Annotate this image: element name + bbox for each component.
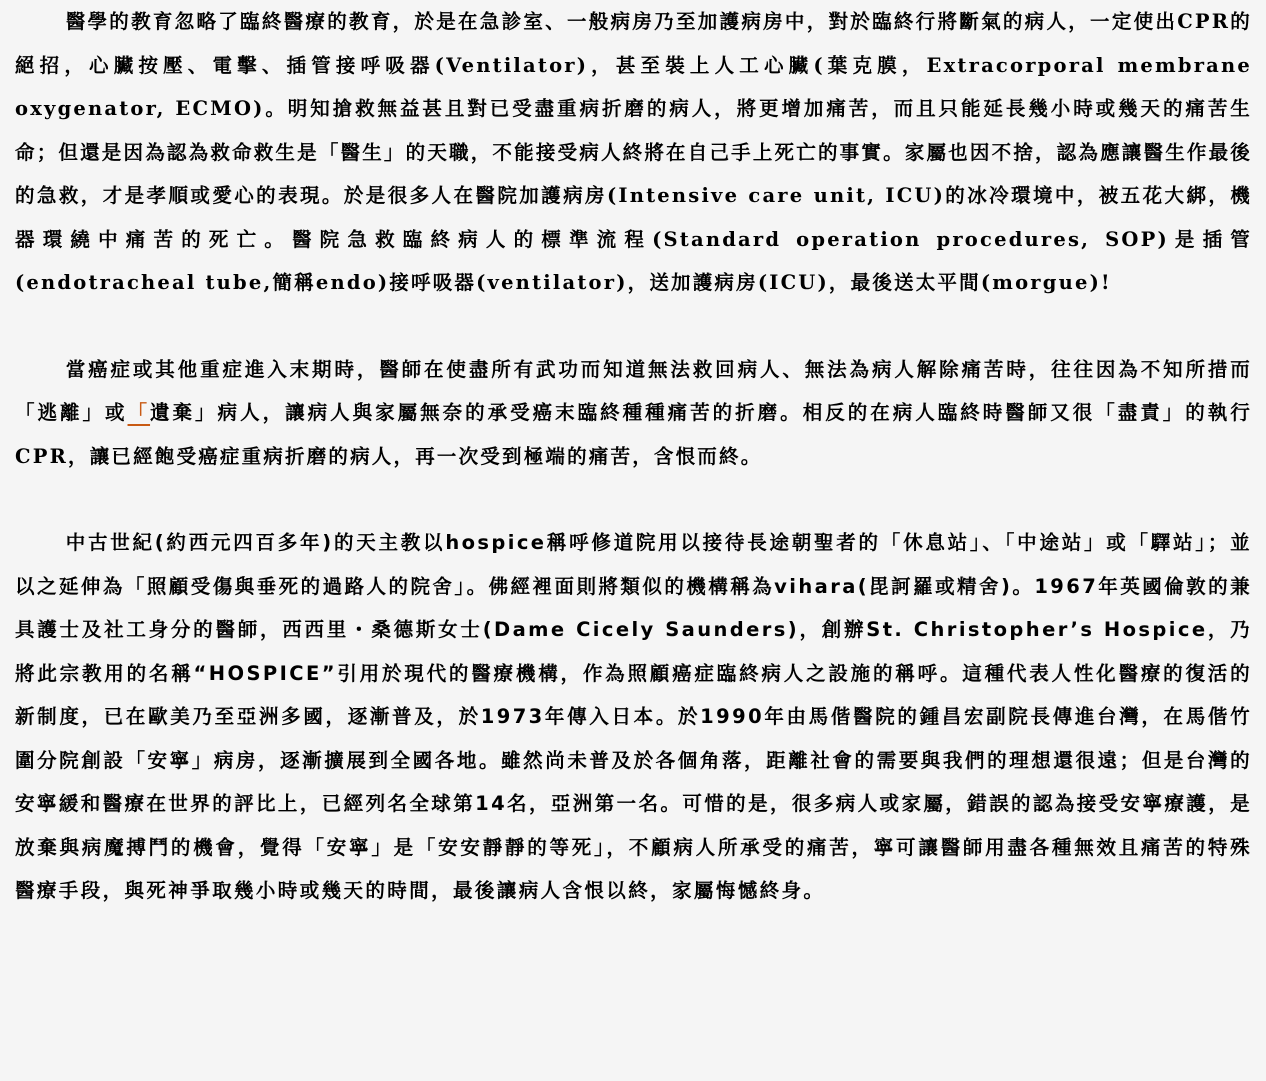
paragraph-terminal-care: [15, 348, 1252, 479]
paragraph-clinical-cpr: 醫學的教育忽略了臨終醫療的教育，於是在急診室、一般病房乃至加護病房中，對於臨終行將斷氣的病人，一定使出CPR的絕招，心臟按壓、電擊、插管接呼吸器(Ventilator)，甚至裝上人工心臟(葉克膜，Extracorporal membrane oxygenator, ECMO)。明知搶救無益甚且對已受盡重病折磨的病人，將更增加痛苦，而且只能延長幾小時或幾天的痛苦生命；但還是因為認為救命救生是「醫生」的天職，不能接受病人終將在自己手上死亡的事實。家屬也因不捨，認為應讓醫生作最後的急救，才是孝順或愛心的表現。於是很多人在醫院加護病房(Intensive care unit, ICU)的冰冷環境中，被五花大綁，機器環繞中痛苦的死亡。醫院急救臨終病人的標準流程(Standard operation procedures, SOP)是插管(endotracheal tube,簡稱endo)接呼吸器(ventilator)，送加護病房(ICU)，最後送太平間(morgue)!: [15, 10, 1252, 294]
paragraph-2-text-end: 遺棄」病人，讓病人與家屬無奈的承受癌末臨終種種痛苦的折磨。相反的在病人臨終時醫師又很「盡責」的執行CPR，讓已經飽受癌症重病折磨的病人，再一次受到極端的痛苦，含恨而終。: [15, 401, 1252, 468]
paragraph-2-text-start: 當癌症或其他重症進入末期時，醫師在使盡所有武功而知道無法救回病人、無法為病人解除痛苦時，往往因為不知所措而「逃離」或: [15, 357, 1252, 424]
paragraph-hospice-history: 中古世紀(約西元四百多年)的天主教以hospice稱呼修道院用以接待長途朝聖者的「休息站」、「中途站」或「驛站」；並以之延伸為「照顧受傷與垂死的過路人的院舍」。佛經裡面則將類似的機構稱為vihara(毘訶羅或精舍)。1967年英國倫敦的兼具護士及社工身分的醫師，西西里・桑德斯女士(Dame Cicely Saunders)，創辦St. Christopher’s Hospice，乃將此宗教用的名稱“HOSPICE”引用於現代的醫療機構，作為照顧癌症臨終病人之設施的稱呼。這種代表人性化醫療的復活的新制度，已在歐美乃至亞洲多國，逐漸普及，於1973年傳入日本。於1990年由馬偕醫院的鍾昌宏副院長傳進台灣，在馬偕竹圍分院創設「安寧」病房，逐漸擴展到全國各地。雖然尚未普及於各個角落，距離社會的需要與我們的理想還很遠；但是台灣的安寧緩和醫療在世界的評比上，已經列名全球第14名，亞洲第一名。可惜的是，很多病人或家屬，錯誤的認為接受安寧療護，是放棄與病魔搏鬥的機會，覺得「安寧」是「安安靜靜的等死」，不顧病人所承受的痛苦，寧可讓醫師用盡各種無效且痛苦的特殊醫療手段，與死神爭取幾小時或幾天的時間，最後讓病人含恨以終，家屬悔憾終身。: [15, 531, 1252, 902]
highlighted-quote-mark: 「: [127, 401, 151, 424]
